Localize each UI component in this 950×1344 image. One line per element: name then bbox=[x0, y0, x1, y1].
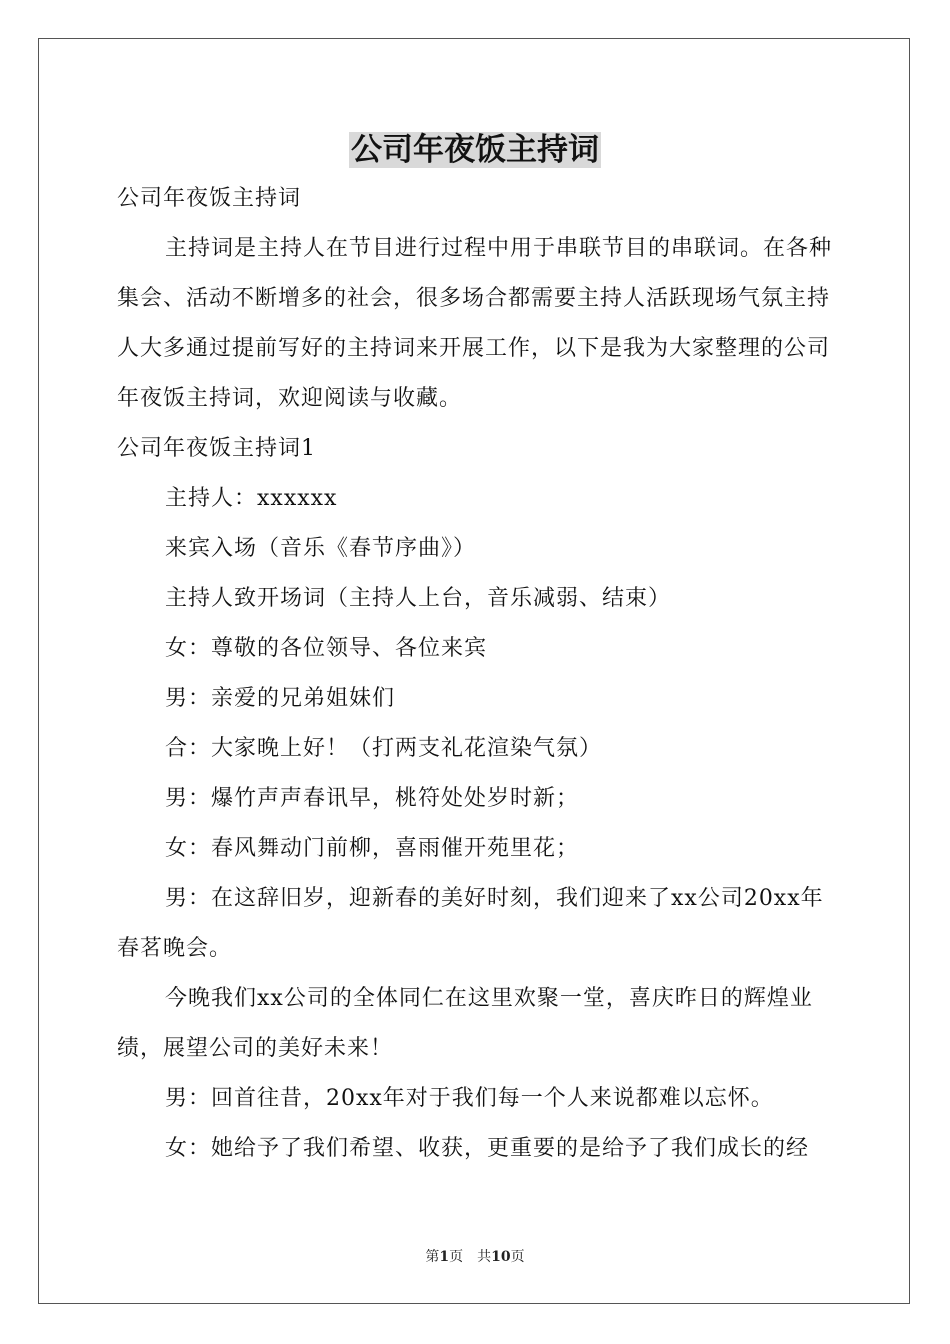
page-footer bbox=[0, 1247, 950, 1267]
total-pages: 10 bbox=[491, 1249, 511, 1265]
script-line: 主持人：xxxxxx bbox=[165, 486, 338, 511]
document-title-text: 公司年夜饭主持词 bbox=[351, 132, 599, 168]
script-line: 女：春风舞动门前柳，喜雨催开苑里花； bbox=[165, 836, 580, 861]
script-line: 男：回首往昔，20xx年对于我们每一个人来说都难以忘怀。 bbox=[165, 1086, 774, 1111]
script-line: 女：尊敬的各位领导、各位来宾 bbox=[165, 636, 488, 661]
page-suffix: 页 bbox=[449, 1249, 464, 1265]
script-line: 男：亲爱的兄弟姐妹们 bbox=[165, 686, 396, 711]
document-title bbox=[0, 128, 950, 172]
script-line: 女：她给予了我们希望、收获，更重要的是给予了我们成长的经 bbox=[165, 1136, 810, 1161]
script-line: 今晚我们xx公司的全体同仁在这里欢聚一堂，喜庆昨日的辉煌业绩，展望公司的美好未来！ bbox=[117, 986, 813, 1061]
total-prefix: 共 bbox=[477, 1249, 492, 1265]
script-line: 主持人致开场词（主持人上台，音乐减弱、结束） bbox=[165, 586, 672, 611]
page-number: 1 bbox=[439, 1249, 450, 1265]
intro-paragraph: 主持词是主持人在节目进行过程中用于串联节目的串联词。在各种集会、活动不断增多的社会，很多场合都需要主持人活跃现场气氛主持人大多通过提前写好的主持词来开展工作，以下是我为大家整理的公司年夜饭主持词，欢迎阅读与收藏。 bbox=[117, 236, 833, 411]
script-line: 来宾入场（音乐《春节序曲》） bbox=[165, 536, 477, 561]
script-line: 男：爆竹声声春讯早，桃符处处岁时新； bbox=[165, 786, 580, 811]
script-line: 男：在这辞旧岁，迎新春的美好时刻，我们迎来了xx公司20xx年春茗晚会。 bbox=[117, 886, 824, 961]
page-prefix: 第 bbox=[425, 1249, 440, 1265]
script-line: 合：大家晚上好！（打两支礼花渲染气氛） bbox=[165, 736, 603, 761]
total-suffix: 页 bbox=[510, 1249, 525, 1265]
document-body bbox=[117, 174, 837, 1174]
section-heading: 公司年夜饭主持词1 bbox=[117, 436, 316, 461]
document-subtitle: 公司年夜饭主持词 bbox=[117, 186, 302, 211]
